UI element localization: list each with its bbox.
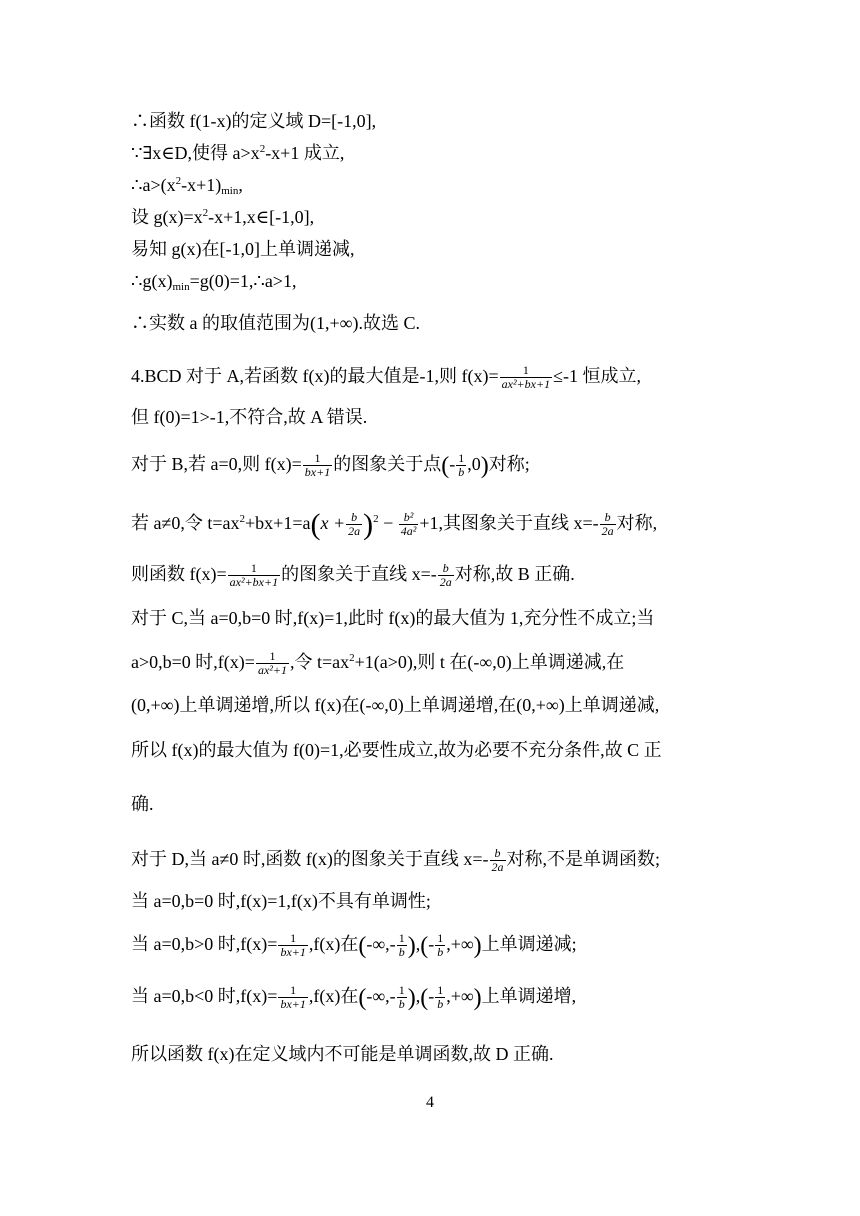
fraction: $\frac{b}{2a}$ [491, 846, 504, 875]
fraction: $\frac{b}{2a}$ [601, 510, 614, 539]
text-line: $\therefore a>(x^2-x+1)_{min}$, [131, 175, 243, 197]
fraction: $\frac{1}{b}$ [437, 931, 444, 960]
text-line: $\therefore g(x)_{min}=g(0)=1,\therefore a>1$, [131, 271, 297, 293]
text-line: 所以 f(x)的最大值为 f(0)=1,必要性成立,故为必要不充分条件,故 C 正 [131, 740, 662, 760]
fraction: $\frac{1}{\text{ax²+1}}$ [257, 649, 287, 678]
fraction: $\frac{1}{bx+1}$ [280, 983, 306, 1012]
text-line: 对于 D,当 a≠0 时,函数 f(x)的图象关于直线 x=- $\frac{b}{2a}$ 对称,不是单调函数; [131, 846, 661, 875]
fraction: $\frac{1}{b}$ [437, 983, 444, 1012]
text-line: 若 a≠0,令 $t=ax^2+bx+1=a(x$ + $\frac{b}{2a}$ )$^2$ − $\frac{\text{b²}}{\text{4a²}}$ +1,其图象关于直线 x=- $\frac{b}{2a}$ 对称, [131, 507, 658, 541]
text-line: 确. [131, 794, 154, 814]
text-line: 则函数 f(x)= $\frac{1}{\text{ax²+bx+1}}$ 的图象关于直线 x=- $\frac{b}{2a}$ 对称,故 B 正确. [131, 561, 575, 590]
text-line: 对于 B,若 a=0,则 f(x)= $\frac{1}{bx+1}$ 的图象关于点(- $\frac{1}{b}$ ,0)对称; [131, 451, 530, 480]
text-line: 所以函数 f(x)在定义域内不可能是单调函数,故 D 正确. [131, 1044, 554, 1064]
fraction: $\frac{b}{2a}$ [348, 510, 361, 539]
fraction: $\frac{1}{\text{ax²+bx+1}}$ [501, 363, 551, 392]
fraction: $\frac{b}{2a}$ [439, 561, 452, 590]
text-line: ∴实数 a 的取值范围为(1,+∞).故选 C. [131, 313, 420, 333]
text-line: a>0,b=0 时,f(x)= $\frac{1}{\text{ax²+1}}$ ,令 $t=ax^2+1(a>0)$,则 t 在(-∞,0)上单调递减,在 [131, 649, 625, 678]
text-line: 设 $g(x)=x^2-x+1,x\in[-1,0]$, [131, 207, 315, 227]
text-line: 当 a=0,b>0 时,f(x)= $\frac{1}{bx+1}$ ,f(x)在(-∞,- $\frac{1}{b}$ ),(- $\frac{1}{b}$ ,+∞)上单调递减; [131, 931, 577, 960]
text-line: 但 f(0)=1>-1,不符合,故 A 错误. [131, 407, 368, 427]
text-line: 4.BCD 对于 A,若函数 f(x)的最大值是-1,则 f(x)= $\frac{1}{\text{ax²+bx+1}}$ ≤-1 恒成立, [131, 363, 641, 392]
fraction: $\frac{1}{\text{ax²+bx+1}}$ [229, 561, 279, 590]
fraction: $\frac{1}{b}$ [398, 983, 405, 1012]
fraction: $\frac{1}{b}$ [458, 451, 465, 480]
text-line: ∴函数 f(1-x)的定义域 D=[-1,0], [131, 111, 377, 131]
text-line: 易知 g(x)在[-1,0]上单调递减, [131, 239, 355, 259]
text-line: 当 a=0,b=0 时,f(x)=1,f(x)不具有单调性; [131, 891, 431, 911]
fraction: $\frac{1}{bx+1}$ [304, 451, 331, 480]
text-line: 当 a=0,b<0 时,f(x)= $\frac{1}{bx+1}$ ,f(x)在(-∞,- $\frac{1}{b}$ ),(- $\frac{1}{b}$ ,+∞)上单调递增, [131, 983, 577, 1012]
text-line: (0,+∞)上单调递增,所以 f(x)在(-∞,0)上单调递增,在(0,+∞)上单调递减, [131, 695, 660, 715]
fraction: $\frac{1}{bx+1}$ [280, 931, 306, 960]
text-line: ∵∃x∈D,使得 $a>x^2-x+1$ 成立, [131, 143, 345, 163]
fraction: $\frac{\text{b²}}{\text{4a²}}$ [400, 510, 417, 539]
page-number: 4 [426, 1094, 434, 1111]
fraction: $\frac{1}{b}$ [398, 931, 405, 960]
text-line: 对于 C,当 a=0,b=0 时,f(x)=1,此时 f(x)的最大值为 1,充分性不成立;当 [131, 608, 655, 628]
